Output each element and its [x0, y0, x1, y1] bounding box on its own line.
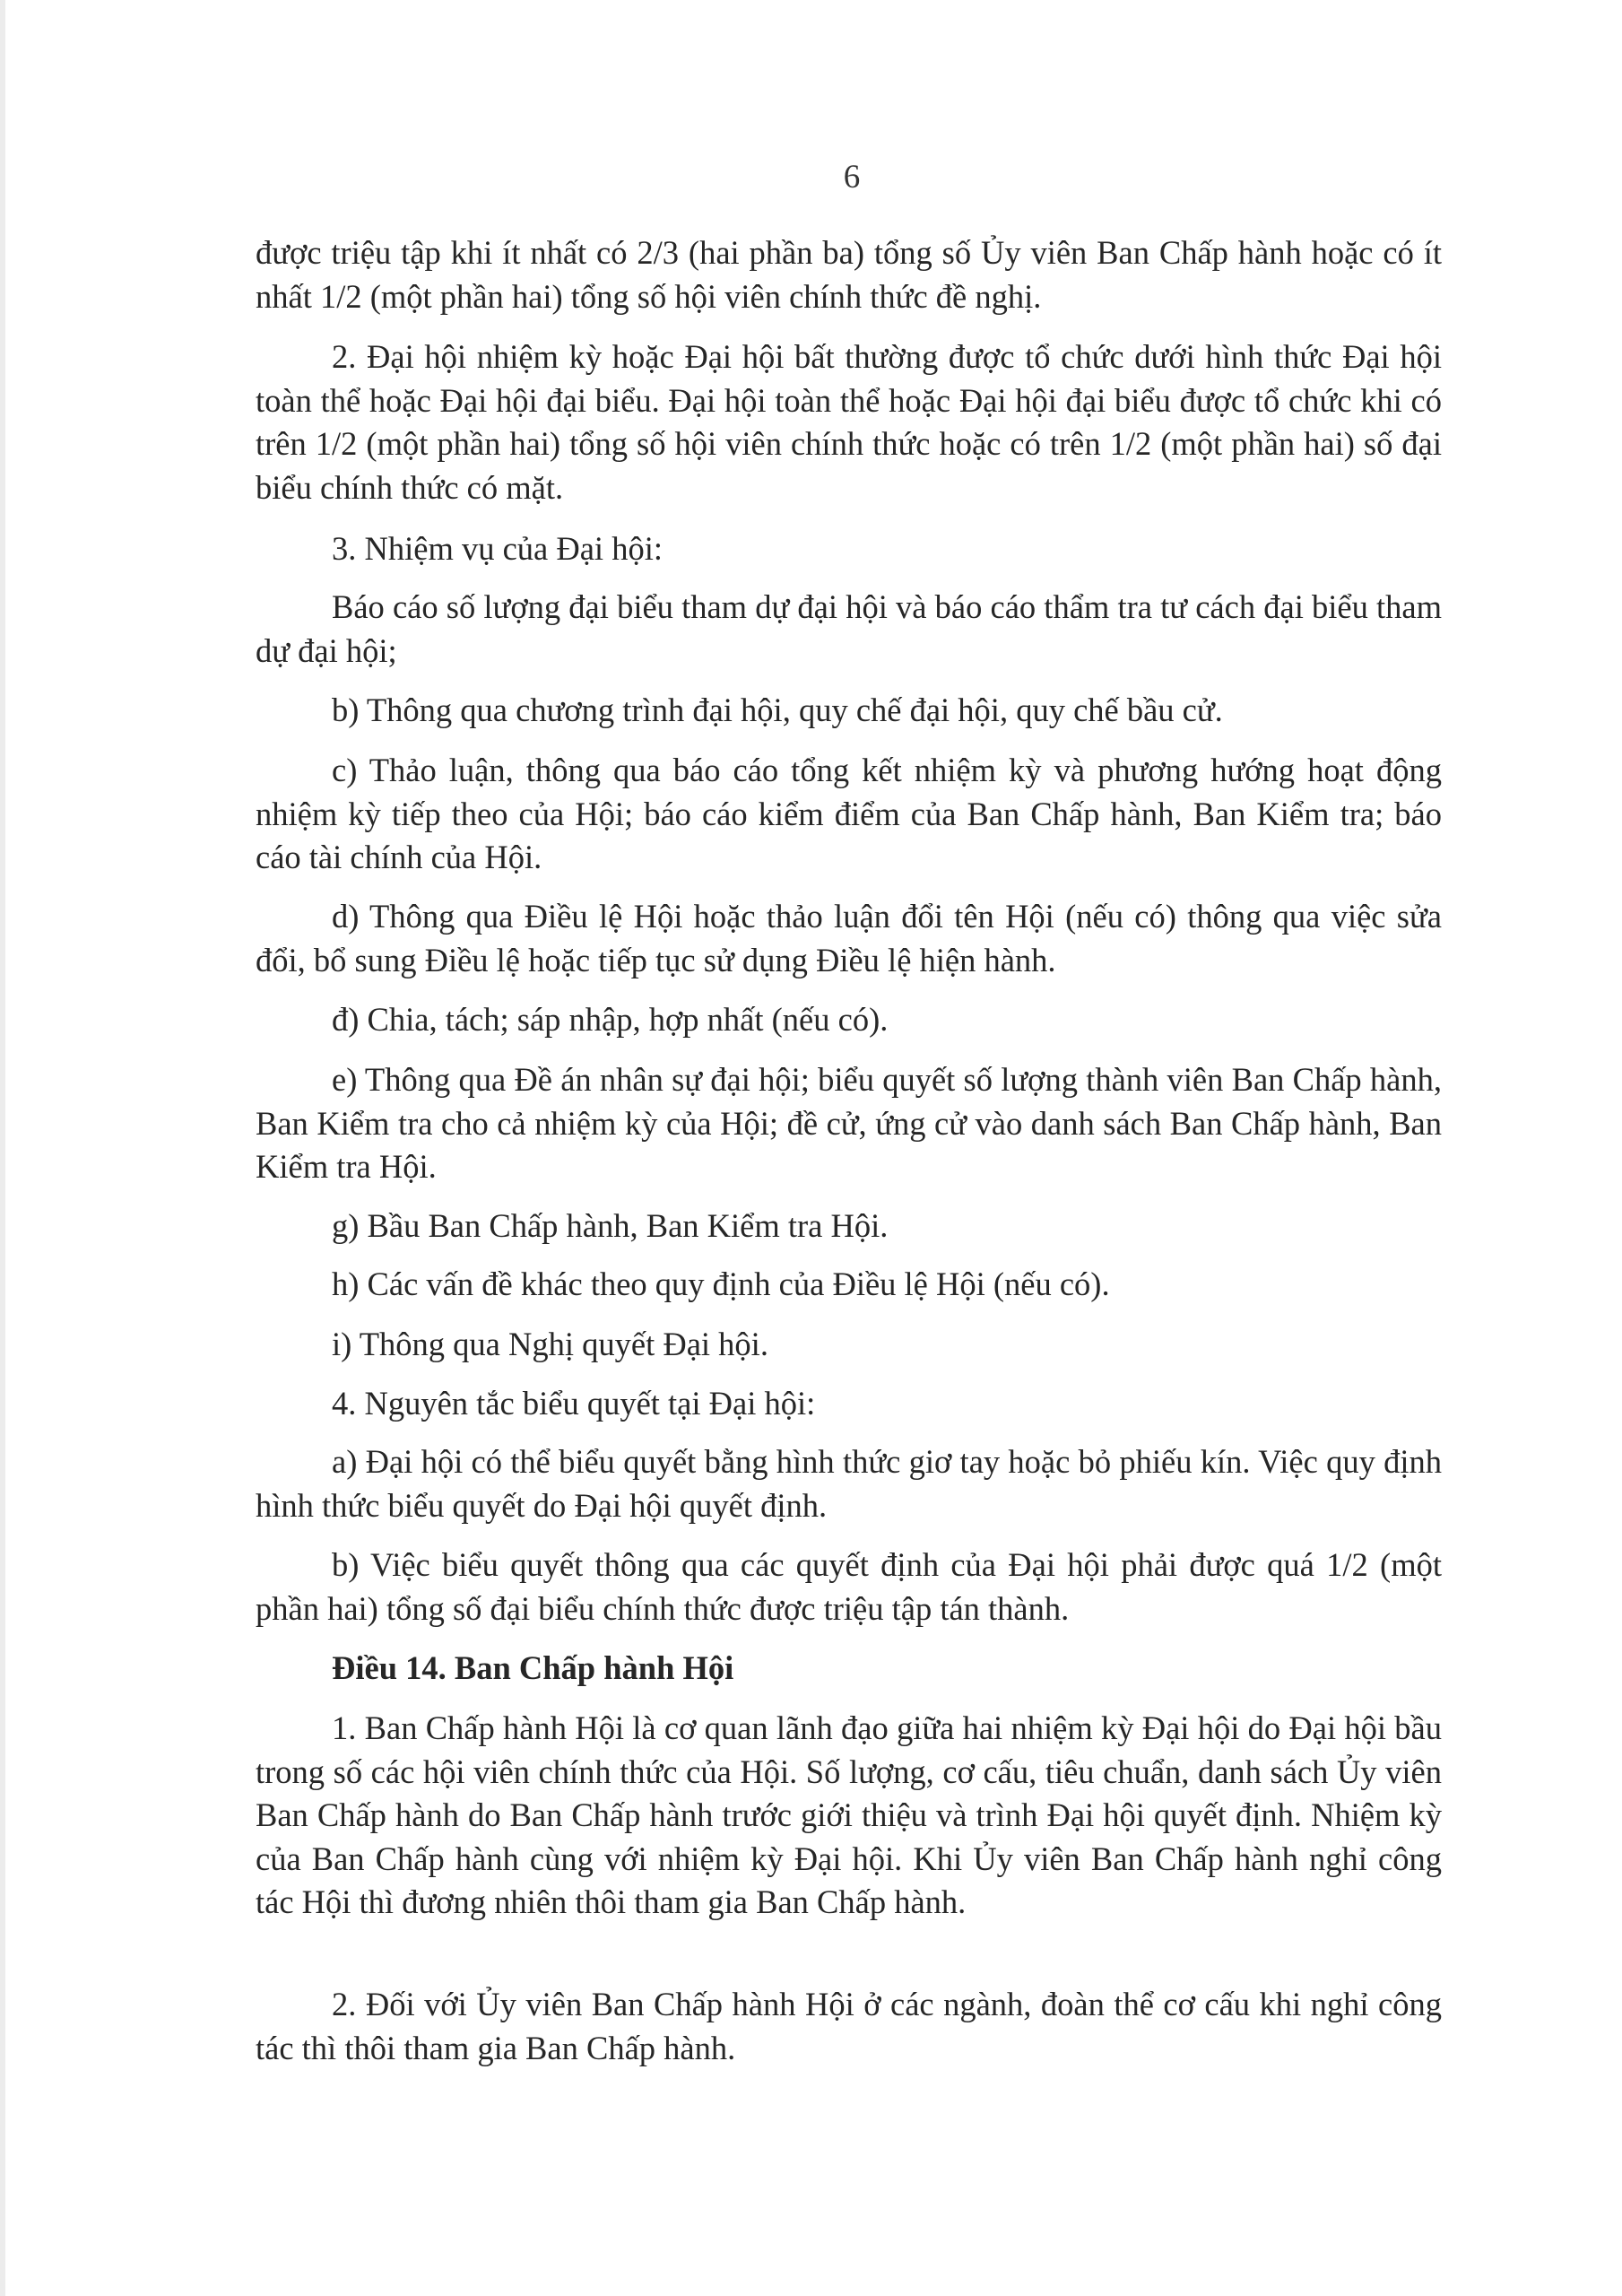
paragraph-article-14-clause-2: 2. Đối với Ủy viên Ban Chấp hành Hội ở các ngành, đoàn thể cơ cấu khi nghỉ công tác thì thôi tham gia Ban Chấp hành. [256, 1986, 1442, 2066]
paragraph-voting-b: b) Việc biểu quyết thông qua các quyết định của Đại hội phải được quá 1/2 (một phần hai) tổng số đại biểu chính thức được triệu tập tán thành. [256, 1546, 1442, 1627]
paragraph-clause-3-heading: 3. Nhiệm vụ của Đại hội: [332, 530, 663, 567]
paragraph-item-e: e) Thông qua Đề án nhân sự đại hội; biểu quyết số lượng thành viên Ban Chấp hành, Ban Kiểm tra cho cả nhiệm kỳ của Hội; đề cử, ứng cử vào danh sách Ban Chấp hành, Ban Kiểm tra Hội. [256, 1061, 1442, 1186]
paragraph-item-g: g) Bầu Ban Chấp hành, Ban Kiểm tra Hội. [332, 1207, 889, 1244]
article-14-heading: Điều 14. Ban Chấp hành Hội [332, 1649, 734, 1686]
paragraph-clause-2: 2. Đại hội nhiệm kỳ hoặc Đại hội bất thường được tổ chức dưới hình thức Đại hội toàn thể hoặc Đại hội đại biểu. Đại hội toàn thể hoặc Đại hội đại biểu được tổ chức khi có trên 1/2 (một phần hai) tổng số hội viên chính thức hoặc có trên 1/2 (một phần hai) số đại biểu chính thức có mặt. [256, 338, 1442, 506]
paragraph-item-i: i) Thông qua Nghị quyết Đại hội. [332, 1326, 768, 1362]
paragraph-item-dd: đ) Chia, tách; sáp nhập, hợp nhất (nếu có). [332, 1001, 889, 1038]
scan-edge-shadow [0, 0, 5, 2296]
paragraph-item-b: b) Thông qua chương trình đại hội, quy chế đại hội, quy chế bầu cử. [332, 691, 1223, 728]
paragraph-voting-a: a) Đại hội có thể biểu quyết bằng hình thức giơ tay hoặc bỏ phiếu kín. Việc quy định hình thức biểu quyết do Đại hội quyết định. [256, 1443, 1442, 1524]
paragraph-item-a: Báo cáo số lượng đại biểu tham dự đại hội và báo cáo thẩm tra tư cách đại biểu tham dự đại hội; [256, 588, 1442, 669]
paragraph-article-14-clause-1: 1. Ban Chấp hành Hội là cơ quan lãnh đạo giữa hai nhiệm kỳ Đại hội do Đại hội bầu trong số các hội viên chính thức của Hội. Số lượng, cơ cấu, tiêu chuẩn, danh sách Ủy viên Ban Chấp hành do Ban Chấp hành trước giới thiệu và trình Đại hội quyết định. Nhiệm kỳ của Ban Chấp hành cùng với nhiệm kỳ Đại hội. Khi Ủy viên Ban Chấp hành nghỉ công tác Hội thì đương nhiên thôi tham gia Ban Chấp hành. [256, 1709, 1442, 1921]
paragraph-continuation: được triệu tập khi ít nhất có 2/3 (hai phần ba) tổng số Ủy viên Ban Chấp hành hoặc có ít nhất 1/2 (một phần hai) tổng số hội viên chính thức đề nghị. [256, 234, 1442, 315]
paragraph-clause-4-heading: 4. Nguyên tắc biểu quyết tại Đại hội: [332, 1385, 816, 1422]
paragraph-item-h: h) Các vấn đề khác theo quy định của Điều lệ Hội (nếu có). [332, 1265, 1110, 1302]
page-number: 6 [843, 159, 861, 196]
paragraph-item-c: c) Thảo luận, thông qua báo cáo tổng kết nhiệm kỳ và phương hướng hoạt động nhiệm kỳ tiếp theo của Hội; báo cáo kiểm điểm của Ban Chấp hành, Ban Kiểm tra; báo cáo tài chính của Hội. [256, 752, 1442, 876]
paragraph-item-d: d) Thông qua Điều lệ Hội hoặc thảo luận đổi tên Hội (nếu có) thông qua việc sửa đổi, bổ sung Điều lệ hoặc tiếp tục sử dụng Điều lệ hiện hành. [256, 898, 1442, 978]
